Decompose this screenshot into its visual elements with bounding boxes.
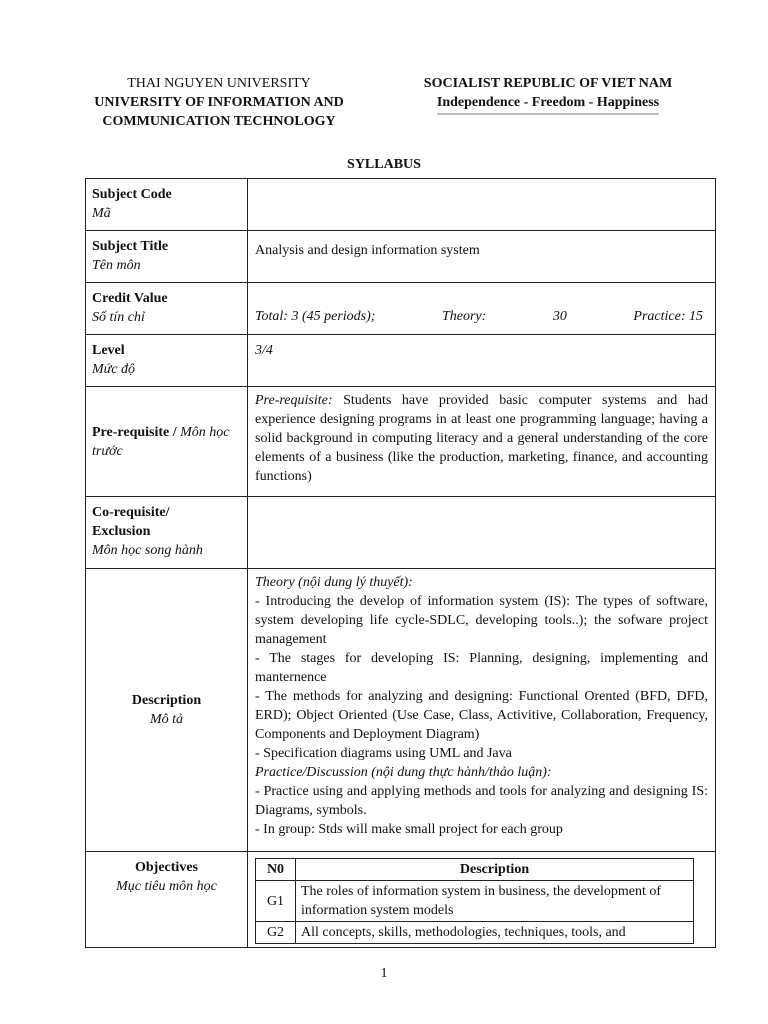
description-theory-heading: Theory (nội dung lý thuyết): xyxy=(255,575,413,590)
row-credit-value xyxy=(86,283,716,335)
credit-theory-value: 30 xyxy=(552,309,567,324)
row-subject-title xyxy=(86,231,716,283)
objective-number: G1 xyxy=(256,881,296,922)
description-line-4: - Specification diagrams using UML and Java xyxy=(255,746,512,761)
table-row xyxy=(256,881,694,922)
row-prerequisite xyxy=(86,387,716,497)
label-description: Description xyxy=(131,693,202,708)
description-line-1: - Introducing the develop of information system (IS): The types of software, system developing life cycle-SDLC, developing tools..); the sofware project management xyxy=(255,594,708,647)
prerequisite-text: Students have provided basic computer systems and had experience designing programs in at least one programming language; having a solid background in computing literacy and a general understanding of the core elements of a business (like the production, marketing, finance, and accounting functions) xyxy=(255,393,708,484)
label-subject-code-vi: Mã xyxy=(92,206,111,221)
row-description xyxy=(86,569,716,852)
country-name: SOCIALIST REPUBLIC OF VIET NAM xyxy=(423,76,673,91)
syllabus-table xyxy=(85,178,716,948)
label-corequisite: Co-requisite/ xyxy=(92,505,170,520)
university-name: THAI NGUYEN UNIVERSITY xyxy=(127,76,311,91)
label-subject-title: Subject Title xyxy=(92,239,169,254)
label-subject-title-vi: Tên môn xyxy=(92,258,141,273)
description-line-2: - The stages for developing IS: Planning, designing, implementing and manternence xyxy=(255,651,708,685)
header-left xyxy=(60,74,378,131)
description-content xyxy=(248,569,715,839)
label-level-vi: Mức độ xyxy=(92,362,136,377)
header-right xyxy=(398,74,698,115)
label-exclusion: Exclusion xyxy=(92,524,151,539)
school-name-line1: UNIVERSITY OF INFORMATION AND xyxy=(94,95,344,110)
objective-number: G2 xyxy=(256,922,296,944)
label-credit-value: Credit Value xyxy=(92,291,168,306)
label-subject-code: Subject Code xyxy=(92,187,172,202)
credit-total: Total: 3 (45 periods); xyxy=(255,309,376,324)
label-description-vi: Mô tả xyxy=(149,712,184,727)
page-number: 1 xyxy=(380,966,388,981)
value-subject-title: Analysis and design information system xyxy=(255,243,480,258)
row-level xyxy=(86,335,716,387)
row-subject-code xyxy=(86,179,716,231)
motto: Independence - Freedom - Happiness xyxy=(437,93,659,115)
value-prerequisite xyxy=(248,387,715,486)
objective-description: The roles of information system in business, the development of information system models xyxy=(296,881,694,922)
value-corequisite xyxy=(248,497,715,503)
label-level: Level xyxy=(92,343,125,358)
description-practice-heading: Practice/Discussion (nội dung thực hành/thảo luận): xyxy=(255,765,552,780)
row-corequisite xyxy=(86,497,716,569)
label-objectives: Objectives xyxy=(135,860,198,875)
objectives-col-description: Description xyxy=(296,859,694,881)
objective-description: All concepts, skills, methodologies, techniques, tools, and xyxy=(296,922,694,944)
label-prerequisite: Pre-requisite / xyxy=(92,424,177,440)
credit-details xyxy=(248,283,715,325)
row-objectives xyxy=(86,852,716,948)
credit-theory-label: Theory: xyxy=(441,309,487,324)
description-line-6: - In group: Stds will make small project for each group xyxy=(255,822,563,837)
prerequisite-lead: Pre-requisite: xyxy=(255,393,333,408)
label-objectives-vi: Mục tiêu môn học xyxy=(116,879,217,894)
value-level: 3/4 xyxy=(255,343,273,358)
label-credit-value-vi: Số tín chỉ xyxy=(92,310,145,325)
objectives-col-no: N0 xyxy=(256,859,296,881)
table-row xyxy=(256,922,694,944)
credit-practice: Practice: 15 xyxy=(633,309,703,324)
label-prerequisite-vi: Môn học trước xyxy=(92,424,230,459)
objectives-table xyxy=(255,858,694,944)
description-line-5: - Practice using and applying methods and tools for analyzing and designing IS: Diagrams, symbols. xyxy=(255,784,708,818)
page-title: SYLLABUS xyxy=(347,157,421,172)
description-line-3: - The methods for analyzing and designing: Functional Orented (BFD, DFD, ERD); Object Oriented (Use Case, Class, Activitive, Collaboration, Frequency, Components and Deployment Diagram) xyxy=(255,689,708,742)
label-corequisite-vi: Môn học song hành xyxy=(92,543,203,558)
school-name-line2: COMMUNICATION TECHNOLOGY xyxy=(102,114,336,129)
value-subject-code xyxy=(248,179,715,185)
